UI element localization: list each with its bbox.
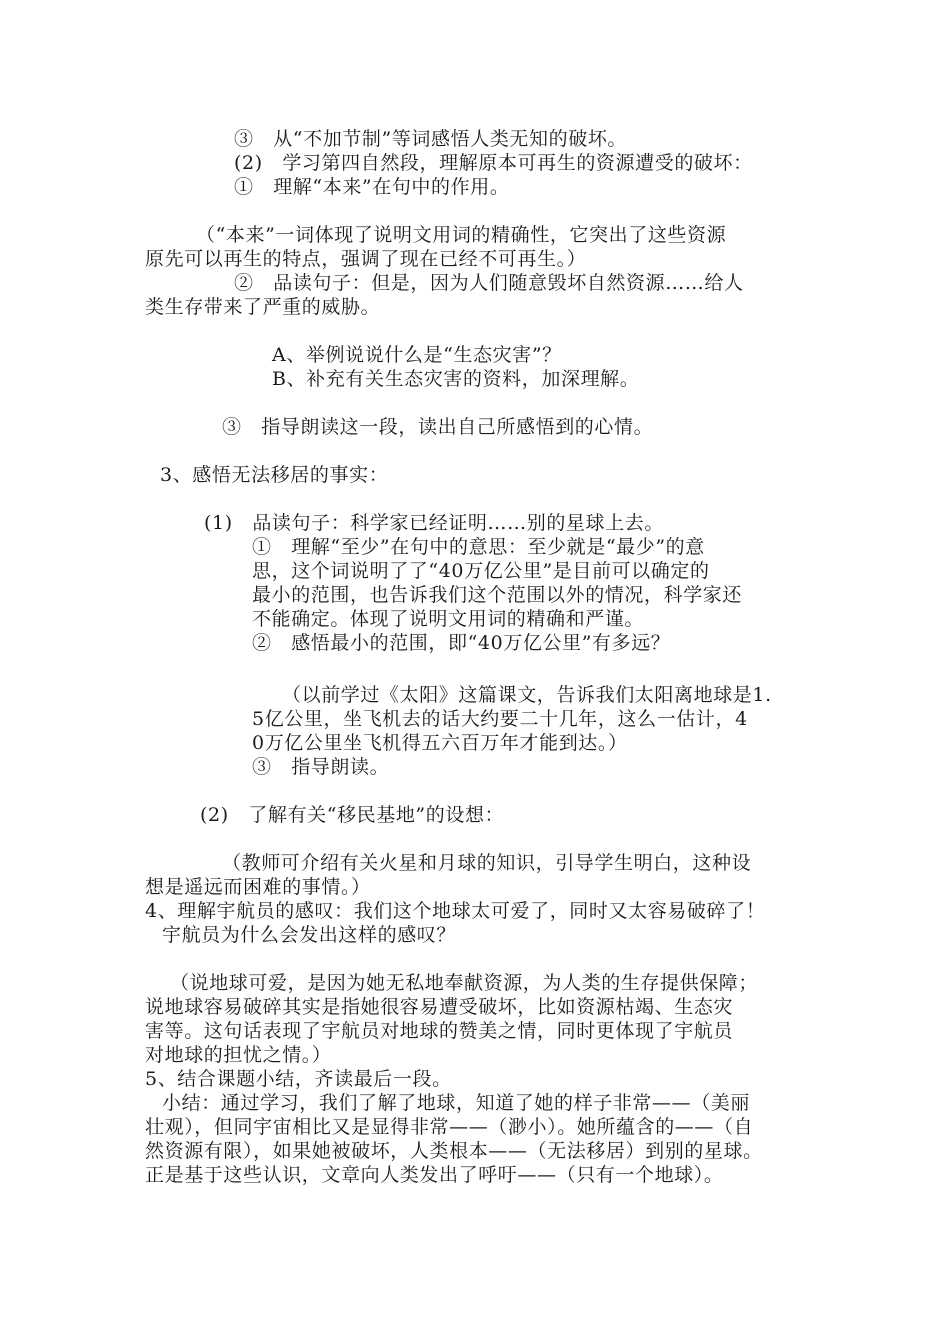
text-line: (1) 品读句子：科学家已经证明……别的星球上去。 (204, 512, 664, 534)
text-line: ① 理解“至少”在句中的意思：至少就是“最少”的意 (252, 536, 705, 558)
text-line: （以前学过《太阳》这篇课文，告诉我们太阳离地球是1. (282, 684, 772, 706)
text-line: 小结：通过学习，我们了解了地球，知道了她的样子非常——（美丽 (162, 1092, 751, 1114)
text-line: ② 品读句子：但是，因为人们随意毁坏自然资源……给人 (234, 272, 744, 294)
text-line: （教师可介绍有关火星和月球的知识，引导学生明白，这种设 (222, 852, 752, 874)
text-line: ③ 从“不加节制”等词感悟人类无知的破坏。 (234, 128, 628, 150)
text-line: 类生存带来了严重的威胁。 (145, 296, 381, 318)
text-line: (2) 了解有关“移民基地”的设想： (200, 804, 505, 826)
text-line: 0万亿公里坐飞机得五六百万年才能到达。） (252, 732, 628, 754)
text-line: （“本来”一词体现了说明文用词的精确性，它突出了这些资源 (196, 224, 727, 246)
text-line: 正是基于这些认识，文章向人类发出了呼吁——（只有一个地球）。 (145, 1164, 724, 1186)
text-line: 不能确定。体现了说明文用词的精确和严谨。 (252, 608, 645, 630)
text-line: ③ 指导朗读这一段，读出自己所感悟到的心情。 (222, 416, 654, 438)
section-heading: 3、感悟无法移居的事实： (160, 464, 389, 486)
text-line: 想是遥远而困难的事情。） (145, 876, 371, 898)
text-line: 宇航员为什么会发出这样的感叹？ (162, 924, 457, 946)
text-line: 思，这个词说明了了“40万亿公里”是目前可以确定的 (252, 560, 710, 582)
text-line: 害等。这句话表现了宇航员对地球的赞美之情，同时更体现了宇航员 (145, 1020, 734, 1042)
text-line: 原先可以再生的特点，强调了现在已经不可再生。） (145, 248, 587, 270)
text-line: ② 感悟最小的范围，即“40万亿公里”有多远？ (252, 632, 671, 654)
text-line: 壮观），但同宇宙相比又是显得非常——（渺小）。她所蕴含的——（自 (145, 1116, 754, 1138)
text-line: ③ 指导朗读。 (252, 756, 390, 778)
text-line: 最小的范围，也告诉我们这个范围以外的情况，科学家还 (252, 584, 743, 606)
text-line: ① 理解“本来”在句中的作用。 (234, 176, 510, 198)
text-line: A、举例说说什么是“生态灾害”？ (272, 344, 562, 366)
text-line: B、补充有关生态灾害的资料，加深理解。 (272, 368, 640, 390)
section-heading: 5、结合课题小结，齐读最后一段。 (145, 1068, 452, 1090)
section-heading: 4、理解宇航员的感叹：我们这个地球太可爱了，同时又太容易破碎了！ (145, 900, 766, 922)
text-line: 然资源有限），如果她被破坏，人类根本——（无法移居）到别的星球。 (145, 1140, 763, 1162)
text-line: (2) 学习第四自然段，理解原本可再生的资源遭受的破坏： (234, 152, 753, 174)
text-line: 对地球的担忧之情。） (145, 1044, 332, 1066)
text-line: 5亿公里，坐飞机去的话大约要二十几年，这么一估计，4 (252, 708, 748, 730)
text-line: 说地球容易破碎其实是指她很容易遭受破坏，比如资源枯竭、生态灾 (145, 996, 734, 1018)
text-line: （说地球可爱，是因为她无私地奉献资源，为人类的生存提供保障； (170, 972, 759, 994)
